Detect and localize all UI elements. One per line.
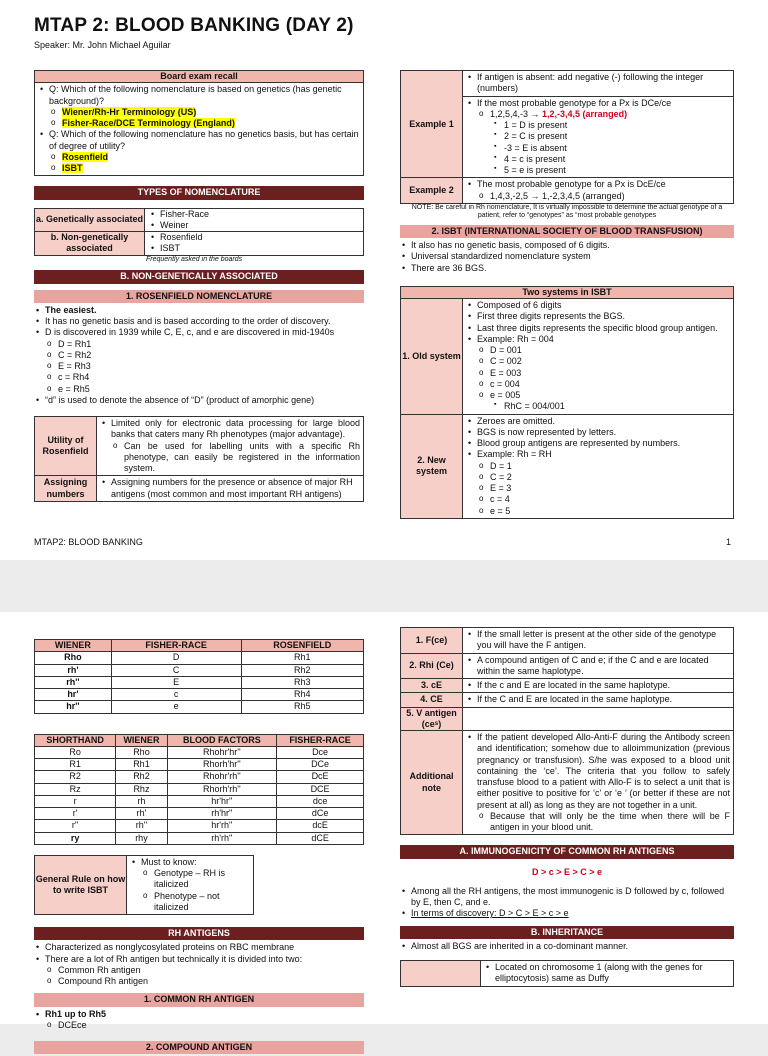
- recall-answer-1b: Fisher-Race/DCE Terminology (England): [62, 118, 235, 128]
- table-header: BLOOD FACTORS: [167, 734, 277, 746]
- page-title: MTAP 2: BLOOD BANKING (DAY 2): [34, 15, 354, 36]
- recall-question-1: • Q: Which of the following nomenclature is based on genetics (has genetic background)?: [38, 84, 360, 107]
- example-1-sub: ▪ 1 = D is present: [466, 120, 730, 131]
- table-cell: ry: [35, 832, 116, 844]
- example-1-sub: ▪ 4 = c is present: [466, 154, 730, 165]
- old-system-sub: o D = 001: [466, 345, 730, 356]
- inheritance-list: [400, 941, 734, 952]
- rosenfield-point: • D is discovered in 1939 while C, E, c, and e are discovered in mid-1940s: [34, 327, 364, 338]
- example-1-sub: ▪ 5 = e is present: [466, 165, 730, 176]
- new-system-point: • Zeroes are omitted.: [466, 416, 730, 427]
- table-cell: Ro: [35, 746, 116, 758]
- table-cell: Rhorh'rh'': [167, 783, 277, 795]
- table-header: ROSENFIELD: [241, 640, 363, 652]
- table-cell: r'': [35, 820, 116, 832]
- old-system-subsub: ▪ RhC = 004/001: [466, 401, 730, 412]
- immunogenicity-order: D > c > E > C > e: [531, 866, 603, 877]
- left-column: [34, 70, 364, 502]
- table-cell: Rho: [116, 746, 167, 758]
- compound-CE-text: • If the C and E are located in the same haplotype.: [466, 694, 730, 705]
- table-cell: hr'hr'': [167, 795, 277, 807]
- types-of-nomenclature-bar: TYPES OF NOMENCLATURE: [34, 186, 364, 199]
- new-system-sub: o C = 2: [466, 472, 730, 483]
- general-rule-sub: o Genotype – RH is italicized: [130, 868, 250, 891]
- common-rh-antigen-bar: 1. COMMON RH ANTIGEN: [34, 993, 364, 1006]
- nomenclature-types-table: [34, 208, 364, 256]
- old-system-point: • Example: Rh = 004: [466, 334, 730, 345]
- compound-antigen-table: [400, 627, 734, 835]
- table-header: SHORTHAND: [35, 734, 116, 746]
- immuno-point: • Among all the RH antigens, the most immunogenic is D followed by c, followed by E, then C, and e.: [400, 886, 734, 909]
- compound-CE-label: 4. CE: [401, 693, 463, 707]
- recall-answer-2a: Rosenfield: [62, 151, 109, 162]
- table-cell: Rhorh'hr'': [167, 759, 277, 771]
- general-rule-table: [34, 855, 254, 915]
- compound-rhi-text: • A compound antigen of C and e; if the C and e are located within the same haplotype.: [466, 655, 730, 678]
- rosenfield-sub: o E = Rh3: [34, 361, 364, 372]
- new-system-sub: o D = 1: [466, 461, 730, 472]
- examples-table: [400, 70, 734, 204]
- table-cell: DCe: [277, 759, 364, 771]
- rosenfield-sub: o e = Rh5: [34, 384, 364, 395]
- table-cell: Rh1: [241, 652, 363, 664]
- table-cell: rh'': [116, 820, 167, 832]
- table-cell: rhy: [116, 832, 167, 844]
- isbt-systems-header: Two systems in ISBT: [401, 286, 734, 298]
- isbt-systems-table: [400, 286, 734, 519]
- table-cell: Rh5: [241, 701, 363, 713]
- table-header: WIENER: [35, 640, 112, 652]
- table-header: WIENER: [116, 734, 167, 746]
- rh-sub: o Common Rh antigen: [34, 965, 364, 976]
- table-cell: dCe: [277, 808, 364, 820]
- recall-question-2: • Q: Which of the following nomenclature has no genetics basis, but has certain of degree of utility?: [38, 129, 360, 152]
- table-header: FISHER-RACE: [111, 640, 241, 652]
- table-cell: rh': [116, 808, 167, 820]
- table-cell: Rz: [35, 783, 116, 795]
- table-cell: Rh3: [241, 676, 363, 688]
- inheritance-point: • Almost all BGS are inherited in a co-dominant manner.: [400, 941, 734, 952]
- new-system-sub: o c = 4: [466, 494, 730, 505]
- table-cell: rh'': [35, 676, 112, 688]
- table-cell: C: [111, 664, 241, 676]
- compound-f-label: 1. F(ce): [401, 628, 463, 654]
- example-1-sub: ▪ 2 = C is present: [466, 131, 730, 142]
- new-system-point: • Blood group antigens are represented by numbers.: [466, 438, 730, 449]
- example-2-sequence: o 1,4,3,-2,5 → 1,-2,3,4,5 (arranged): [466, 191, 730, 202]
- table-cell: dCE: [277, 832, 364, 844]
- table-cell: c: [111, 689, 241, 701]
- isbt-bar: 2. ISBT (INTERNATIONAL SOCIETY OF BLOOD TRANSFUSION): [400, 225, 734, 238]
- table-cell: hr'rh'': [167, 820, 277, 832]
- rosenfield-point: • The easiest.: [34, 305, 364, 316]
- new-system-point: • BGS is now represented by letters.: [466, 427, 730, 438]
- type-item: • Rosenfield: [149, 232, 359, 243]
- page-2: [0, 612, 768, 1052]
- right-column-2: [400, 627, 734, 987]
- shorthand-table: [34, 734, 364, 845]
- rosenfield-point: • It has no genetic basis and is based according to the order of discovery.: [34, 316, 364, 327]
- table-header: FISHER-RACE: [277, 734, 364, 746]
- rh-antigens-bar: RH ANTIGENS: [34, 927, 364, 940]
- table-cell: Rh4: [241, 689, 363, 701]
- rh-antigens-list: [34, 942, 364, 987]
- table-cell: rh: [116, 795, 167, 807]
- compound-ce-text: • If the c and E are located in the same haplotype.: [466, 680, 730, 691]
- type-item: • Fisher-Race: [149, 209, 359, 220]
- old-system-sub: o C = 002: [466, 356, 730, 367]
- chromosome-point: • Located on chromosome 1 (along with the genes for elliptocytosis) same as Duffy: [484, 962, 730, 985]
- type-item: • ISBT: [149, 243, 359, 254]
- table-cell: Rh2: [116, 771, 167, 783]
- assigning-label: Assigning numbers: [35, 476, 97, 502]
- old-system-point: • Composed of 6 digits: [466, 300, 730, 311]
- example-1-sequence: 1,2,5,4,-3 →: [490, 108, 543, 119]
- table-cell: Rho: [35, 652, 112, 664]
- chromosome-table: [400, 960, 734, 987]
- additional-note-text: • If the patient developed Allo-Anti-F during the Antibody screen and identification; somehow due to alloimmunization (previous pregnancy or transfusion). S/he was exposed to a blood unit containing the ‘ce’. The criteria that you follow to safely transfuse blood to a patient with Allo-F is to select a unit that is either positive to positive for ‘c’ or ‘e ’ (or better if these are not present at all) as long as they are not together in a unit.: [466, 732, 730, 811]
- table-cell: hr'': [35, 701, 112, 713]
- new-system-sub: o e = 5: [466, 506, 730, 517]
- example-1-point: • If the most probable genotype for a Px is DCe/ce: [466, 98, 730, 109]
- rosenfield-sub: o D = Rh1: [34, 339, 364, 350]
- table-cell: Rhohr'rh'': [167, 771, 277, 783]
- table-cell: r: [35, 795, 116, 807]
- utility-sub: o Can be used for labelling units with a specific Rh phenotype, can easily be registered in the information system.: [100, 441, 360, 475]
- rh-sub: o Compound Rh antigen: [34, 976, 364, 987]
- new-system-label: 2. New system: [401, 414, 463, 518]
- rosenfield-point: • “d” is used to denote the absence of “D” (product of amorphic gene): [34, 395, 364, 406]
- rh-point: • Characterized as nonglycosylated proteins on RBC membrane: [34, 942, 364, 953]
- table-cell: DcE: [277, 771, 364, 783]
- table-cell: R1: [35, 759, 116, 771]
- genotype-note: NOTE: Be careful in Rh nomenclature, It is virtually impossible to determine the actual genotype of a patient, refer to “genotypes” as “most probable genotypes: [411, 203, 723, 219]
- table-cell: dce: [277, 795, 364, 807]
- old-system-sub: o c = 004: [466, 379, 730, 390]
- isbt-point: • It also has no genetic basis, composed of 6 digits.: [400, 240, 734, 251]
- old-system-sub: o e = 005: [466, 390, 730, 401]
- speaker-line: Speaker: Mr. John Michael Aguilar: [34, 40, 171, 50]
- old-system-label: 1. Old system: [401, 299, 463, 415]
- immunogenicity-bar: A. IMMUNOGENICITY OF COMMON RH ANTIGENS: [400, 845, 734, 858]
- example-1-label: Example 1: [401, 71, 463, 178]
- recall-answer-2b: ISBT: [62, 163, 83, 173]
- wiener-fisher-rosenfield-table: [34, 639, 364, 714]
- old-system-point: • Last three digits represents the specific blood group antigen.: [466, 323, 730, 334]
- example-1-arranged: 1,2,-3,4,5 (arranged): [542, 108, 628, 119]
- additional-note-label: Additional note: [401, 731, 463, 835]
- genetically-associated-label: a. Genetically associated: [35, 208, 145, 232]
- immuno-point: • In terms of discovery: D > C > E > c > e: [400, 908, 734, 919]
- additional-note-sub: o Because that will only be the time when there will be F antigen in your blood unit.: [466, 811, 730, 834]
- table-cell: rh'rh'': [167, 832, 277, 844]
- table-cell: E: [111, 676, 241, 688]
- type-item: • Weiner: [149, 220, 359, 231]
- common-rh-list: [34, 1009, 364, 1032]
- general-rule-point: • Must to know:: [130, 857, 250, 868]
- compound-f-text: • If the small letter is present at the other side of the genotype you will have the F antigen.: [466, 629, 730, 652]
- non-genetically-associated-bar: B. NON-GENETICALLY ASSOCIATED: [34, 270, 364, 283]
- table-cell: Rhohr'hr'': [167, 746, 277, 758]
- table-cell: r': [35, 808, 116, 820]
- footer-title: MTAP2: BLOOD BANKING: [34, 537, 143, 547]
- new-system-point: • Example: Rh = RH: [466, 449, 730, 460]
- rosenfield-sub: o c = Rh4: [34, 372, 364, 383]
- old-system-point: • First three digits represents the BGS.: [466, 311, 730, 322]
- example-2-point: • The most probable genotype for a Px is DcE/ce: [466, 179, 730, 190]
- board-exam-recall-box: [34, 70, 364, 176]
- table-cell: DCE: [277, 783, 364, 795]
- inheritance-bar: B. INHERITANCE: [400, 926, 734, 939]
- right-column: [400, 70, 734, 519]
- recall-answer-1a: Wiener/Rh-Hr Terminology (US): [62, 106, 197, 117]
- v-antigen-label: 5. V antigen (ceˢ): [401, 707, 463, 731]
- isbt-list: [400, 240, 734, 274]
- common-sub: o DCEce: [34, 1020, 364, 1031]
- immunogenicity-list: [400, 886, 734, 920]
- table-cell: D: [111, 652, 241, 664]
- isbt-point: • There are 36 BGS.: [400, 263, 734, 274]
- left-column-2: [34, 639, 364, 1056]
- assigning-point: • Assigning numbers for the presence or absence of major RH antigens (most common and most important RH antigens): [100, 477, 360, 500]
- compound-antigen-bar: 2. COMPOUND ANTIGEN: [34, 1041, 364, 1054]
- rosenfield-sub: o C = Rh2: [34, 350, 364, 361]
- table-cell: Rh2: [241, 664, 363, 676]
- table-cell: e: [111, 701, 241, 713]
- isbt-point: • Universal standardized nomenclature system: [400, 251, 734, 262]
- table-cell: Dce: [277, 746, 364, 758]
- compound-ce-label: 3. cE: [401, 679, 463, 693]
- common-point: • Rh1 up to Rh5: [34, 1009, 364, 1020]
- table-cell: Rhz: [116, 783, 167, 795]
- table-cell: rh': [35, 664, 112, 676]
- rh-point: • There are a lot of Rh antigen but technically it is divided into two:: [34, 954, 364, 965]
- general-rule-sub: o Phenotype – not italicized: [130, 891, 250, 914]
- compound-rhi-label: 2. Rhi (Ce): [401, 653, 463, 679]
- utility-point: • Limited only for electronic data processing for large blood banks that caters many Rh phenotypes (major advantage).: [100, 418, 360, 441]
- table-cell: dcE: [277, 820, 364, 832]
- general-rule-label: General Rule on how to write ISBT: [35, 855, 127, 914]
- example-1-sub: ▪ -3 = E is absent: [466, 143, 730, 154]
- table-cell: rh'hr'': [167, 808, 277, 820]
- old-system-sub: o E = 003: [466, 368, 730, 379]
- negative-rule: • If antigen is absent: add negative (-) following the integer (numbers): [466, 72, 730, 95]
- page-number: 1: [726, 537, 732, 547]
- non-genetically-associated-label: b. Non-genetically associated: [35, 232, 145, 256]
- new-system-sub: o E = 3: [466, 483, 730, 494]
- rosenfield-utility-table: [34, 416, 364, 502]
- example-2-label: Example 2: [401, 178, 463, 204]
- table-cell: Rh1: [116, 759, 167, 771]
- types-note: Frequently asked in the boards: [146, 255, 243, 263]
- table-cell: hr': [35, 689, 112, 701]
- table-cell: R2: [35, 771, 116, 783]
- utility-label: Utility of Rosenfield: [35, 417, 97, 476]
- board-exam-recall-header: Board exam recall: [35, 71, 363, 83]
- rosenfield-list: [34, 305, 364, 406]
- rosenfield-bar: 1. ROSENFIELD NOMENCLATURE: [34, 290, 364, 303]
